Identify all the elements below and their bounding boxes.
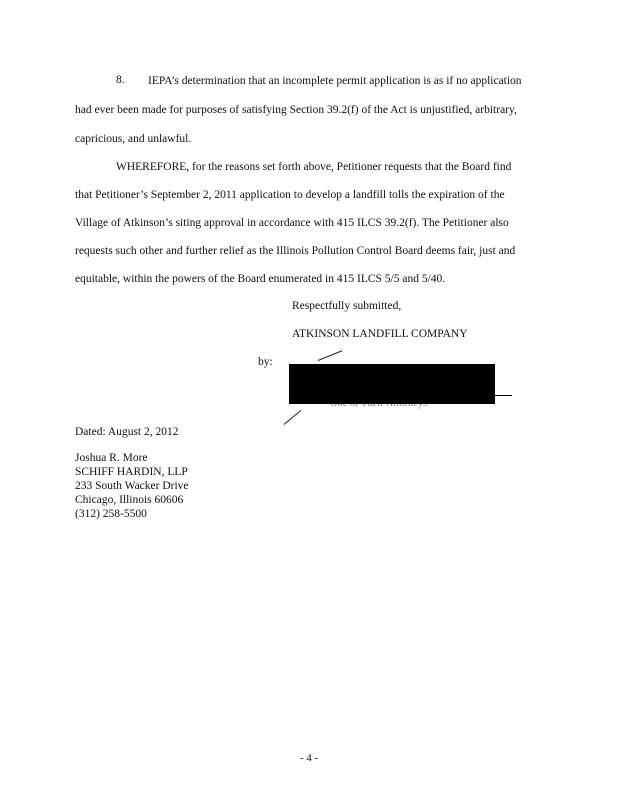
counsel-name: Joshua R. More: [75, 452, 148, 464]
counsel-phone: (312) 258-5500: [75, 508, 147, 520]
closing-salutation: Respectfully submitted,: [292, 300, 402, 312]
wherefore-line-1: WHEREFORE, for the reasons set forth above, Petitioner requests that the Board find: [116, 161, 512, 173]
wherefore-line-5: equitable, within the powers of the Board enumerated in 415 ILCS 5/5 and 5/40.: [75, 273, 446, 285]
wherefore-line-3: Village of Atkinson’s siting approval in accordance with 415 ILCS 39.2(f). The Petitioner also: [75, 217, 509, 229]
page-number: - 4 -: [299, 752, 319, 764]
counsel-firm: SCHIFF HARDIN, LLP: [75, 466, 188, 478]
wherefore-line-2: that Petitioner’s September 2, 2011 application to develop a landfill tolls the expiration of the: [75, 189, 505, 201]
signature-stroke-top: [318, 350, 342, 361]
signature-line: [494, 395, 512, 396]
paragraph-number: 8.: [116, 74, 125, 86]
counsel-city: Chicago, Illinois 60606: [75, 494, 184, 506]
by-label: by:: [258, 356, 273, 368]
paragraph-8-line-2: had ever been made for purposes of satisfying Section 39.2(f) of the Act is unjustified, arbitrary,: [75, 104, 517, 116]
signature-stroke-bottom: [284, 410, 301, 425]
paragraph-8-line-1: IEPA’s determination that an incomplete permit application is as if no application: [148, 75, 522, 87]
company-name: ATKINSON LANDFILL COMPANY: [292, 328, 468, 340]
date-line: Dated: August 2, 2012: [75, 426, 179, 438]
signature-redaction-box: [289, 364, 495, 404]
wherefore-line-4: requests such other and further relief as the Illinois Pollution Control Board deems fair, just and: [75, 245, 516, 257]
paragraph-8-line-3: capricious, and unlawful.: [75, 133, 192, 145]
counsel-street: 233 South Wacker Drive: [75, 480, 189, 492]
